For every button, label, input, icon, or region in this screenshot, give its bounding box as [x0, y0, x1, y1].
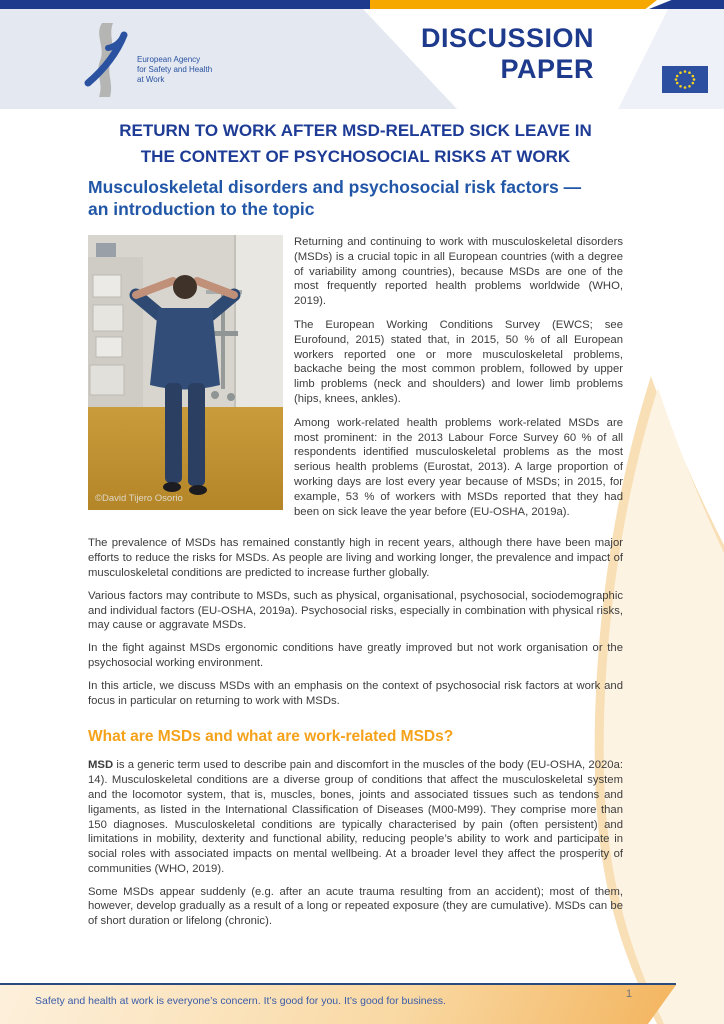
doc-type-line1: DISCUSSION [420, 23, 594, 53]
bold-lead-term: MSD [88, 759, 114, 772]
subtitle-line2: an introduction to the topic [88, 199, 315, 219]
paragraph: Returning and continuing to work with musculoskeletal disorders (MSDs) is a crucial topic in all European countries (with a degree of variability among countries), because MSDs are one of the most frequently reported health problems worldwide (WHO, 2019). [294, 236, 623, 308]
paragraph-text: is a generic term used to describe pain and discomfort in the muscles of the body (EU-OSHA, 2020a: 14). Musculoskeletal conditions are a diverse group of conditions that affect the musculoskeletal system and the locomotor system, that is, muscles, bones, joints and associated tissues such as tendons and ligaments, as listed in the International Classification of Diseases (M00-M99). They comprise more than 150 diagnoses. Musculoskeletal conditions are typically characterised by pain (often persistent) and limitations in mobility, dexterity and functional ability, reducing people’s ability to work and participate in social roles with associated impacts on mental wellbeing. At a broader level they affect the prosperity of communities (WHO, 2019). [88, 759, 623, 875]
footer-tagline: Safety and health at work is everyone’s concern. It’s good for you. It’s good for business. [35, 995, 446, 1007]
title-line2: THE CONTEXT OF PSYCHOSOCIAL RISKS AT WORK [140, 147, 571, 166]
paragraph: Some MSDs appear suddenly (e.g. after an acute trauma resulting from an accident); most of them, however, develop gradually as a result of a long or repeated exposure (they are cumulative). MSDs can be of short duration or lifelong (chronic). [88, 885, 623, 928]
intro-text-column [294, 235, 623, 528]
footer-rule [0, 983, 676, 985]
photo-illustration [88, 235, 283, 510]
paragraph: In the fight against MSDs ergonomic conditions have greatly improved but not work organisation or the psychosocial working environment. [88, 642, 623, 669]
page-title [88, 118, 623, 170]
section-heading: What are MSDs and what are work-related MSDs? [88, 728, 454, 746]
paragraph: The prevalence of MSDs has remained constantly high in recent years, although there have been major efforts to reduce the risks for MSDs. As people are living and working longer, the prevalence and impact of musculoskeletal conditions are predicted to increase further globally. [88, 537, 623, 579]
intro-section [88, 235, 623, 528]
page-subtitle [88, 176, 623, 220]
photo-caption: ©David Tijero Osorio [95, 493, 183, 504]
agency-name-line: at Work [137, 75, 165, 84]
title-line1: RETURN TO WORK AFTER MSD-RELATED SICK LEAVE IN [119, 121, 592, 140]
subtitle-line1: Musculoskeletal disorders and psychosocial risk factors — [88, 177, 582, 197]
agency-name-line: European Agency [137, 55, 201, 64]
page-number: 1 [626, 988, 633, 1000]
paragraph: Among work-related health problems work-related MSDs are most prominent: in the 2013 Labour Force Survey 60 % of all respondents identified musculoskeletal problems as the most serious health problems (Eurostat, 2013). A large proportion of working days are lost every year because of MSDs; in 2015, for example, 53 % of workers with MSDs reported that they had been on sick leave the year before (EU-OSHA, 2019a). [294, 416, 623, 518]
paragraph: The European Working Conditions Survey (EWCS; see Eurofound, 2015) stated that, in 2015, 50 % of all European workers reported one or more musculoskeletal problems, backache being the most common problem, followed by upper limb problems (neck and shoulders) and lower limb problems (hips, knees, ankles). [294, 318, 623, 405]
paragraph: Various factors may contribute to MSDs, such as physical, organisational, psychosocial, sociodemographic and individual factors (EU-OSHA, 2019a). Psychosocial risks, especially in combination with physical risks, may cause or aggravate MSDs. [88, 589, 623, 632]
agency-name-line: for Safety and Health [137, 65, 213, 74]
article-photo [88, 235, 283, 510]
document-body [0, 118, 724, 937]
paragraph: In this article, we discuss MSDs with an emphasis on the context of psychosocial risk factors at work and focus in particular on returning to work with MSDs. [88, 679, 623, 707]
doc-type-line2: PAPER [500, 54, 594, 84]
paragraph [88, 758, 623, 876]
